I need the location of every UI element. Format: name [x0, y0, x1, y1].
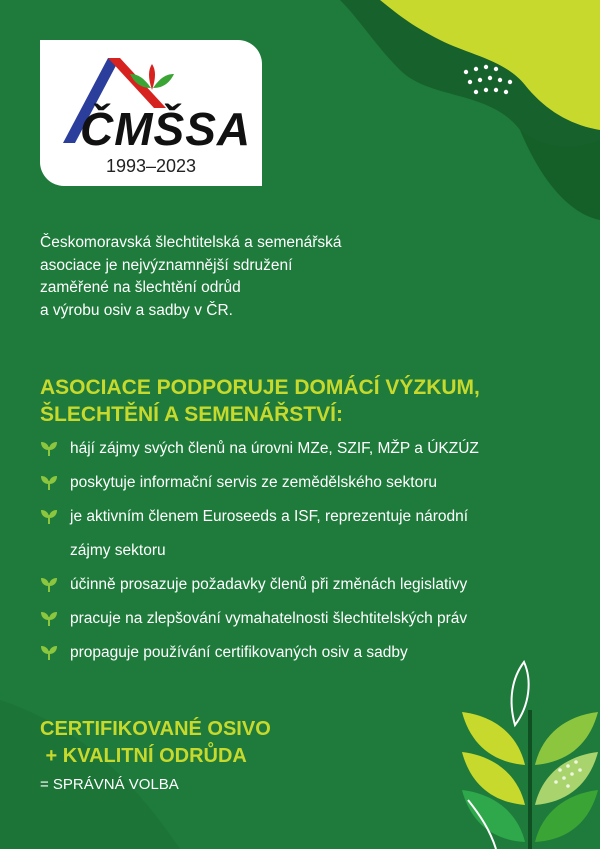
list-item [40, 568, 580, 602]
list-item-text: propaguje používání certifikovaných osiv a sadby [70, 644, 408, 661]
intro-line: zaměřené na šlechtění odrůd [40, 279, 241, 296]
tagline-line: + KVALITNÍ ODRŮDA [40, 745, 247, 767]
intro-line: Českomoravská šlechtitelská a semenářská [40, 234, 342, 251]
list-item-text: účinně prosazuje požadavky členů při změnách legislativy [70, 576, 468, 593]
leaf-bullet-icon [40, 475, 58, 491]
wheat-decoration-icon [420, 650, 600, 849]
leaf-bullet-icon [40, 509, 58, 525]
logo-card [40, 40, 262, 186]
tagline-line: CERTIFIKOVANÉ OSIVO [40, 718, 271, 740]
logo-years: 1993–2023 [105, 156, 197, 176]
section-heading [40, 374, 480, 428]
list-item-text: poskytuje informační servis ze zemědělského sektoru [70, 474, 437, 491]
list-item-text: hájí zájmy svých členů na úrovni MZe, SZIF, MŽP a ÚKZÚZ [70, 440, 479, 457]
leaf-bullet-icon [40, 577, 58, 593]
list-item-text: je aktivním členem Euroseeds a ISF, reprezentuje národní [70, 508, 469, 525]
logo-text: ČMŠSA [80, 103, 252, 155]
list-item [40, 500, 580, 568]
list-item [40, 432, 580, 466]
list-item-text: pracuje na zlepšování vymahatelnosti šlechtitelských práv [70, 610, 468, 627]
leaf-bullet-icon [40, 611, 58, 627]
heading-line: ASOCIACE PODPORUJE DOMÁCÍ VÝZKUM, [40, 376, 480, 399]
benefits-list [40, 432, 580, 670]
heading-line: ŠLECHTĚNÍ A SEMENÁŘSTVÍ: [40, 403, 343, 426]
intro-paragraph [40, 232, 460, 322]
dots-decoration-icon [458, 60, 528, 110]
intro-line: a výrobu osiv a sadby v ČR. [40, 301, 233, 319]
list-item-continuation: zájmy sektoru [70, 542, 166, 559]
intro-line: asociace je nejvýznamnější sdružení [40, 256, 293, 274]
leaf-bullet-icon [40, 645, 58, 661]
tagline-result: = SPRÁVNÁ VOLBA [40, 776, 179, 793]
tagline [40, 716, 271, 770]
leaf-bullet-icon [40, 441, 58, 457]
list-item [40, 602, 580, 636]
list-item [40, 466, 580, 500]
